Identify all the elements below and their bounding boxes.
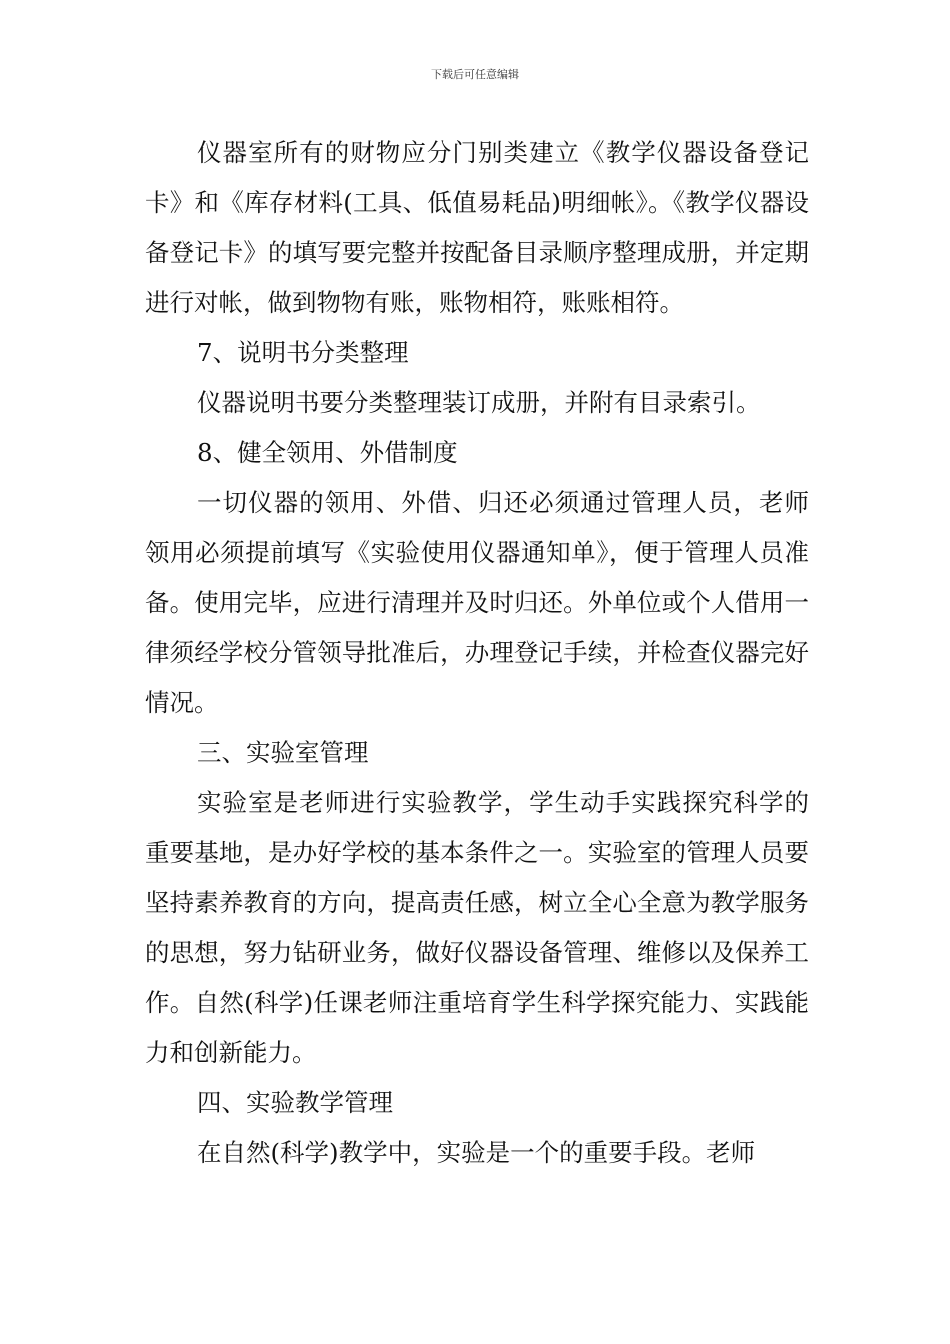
paragraph-ledger-records: 仪器室所有的财物应分门别类建立《教学仪器设备登记卡》和《库存材料(工具、低值易耗品)明细帐》。《教学仪器设备登记卡》的填写要完整并按配备目录顺序整理成册，并定期进行对帐，做到物物有账，账物相符，账账相符。 [145,138,809,317]
paragraph-manuals: 仪器说明书要分类整理装订成册，并附有目录索引。 [197,388,761,417]
document-body [145,128,809,1178]
section-heading-8: 8、健全领用、外借制度 [197,438,458,467]
page-header: 下载后可任意编辑 [431,68,519,81]
section-heading-experiment-teaching: 四、实验教学管理 [197,1088,393,1117]
paragraph-lab-management: 实验室是老师进行实验教学，学生动手实践探究科学的重要基地，是办好学校的基本条件之一。实验室的管理人员要坚持素养教育的方向，提高责任感，树立全心全意为教学服务的思想，努力钻研业务，做好仪器设备管理、维修以及保养工作。自然(科学)任课老师注重培育学生科学探究能力、实践能力和创新能力。 [145,788,809,1067]
section-heading-7: 7、说明书分类整理 [197,338,409,367]
paragraph-experiment-teaching: 在自然(科学)教学中，实验是一个的重要手段。老师 [197,1138,756,1167]
section-heading-lab-management: 三、实验室管理 [197,738,369,767]
paragraph-borrowing-rules: 一切仪器的领用、外借、归还必须通过管理人员，老师领用必须提前填写《实验使用仪器通知单》，便于管理人员准备。使用完毕，应进行清理并及时归还。外单位或个人借用一律须经学校分管领导批准后，办理登记手续，并检查仪器完好情况。 [145,488,809,717]
